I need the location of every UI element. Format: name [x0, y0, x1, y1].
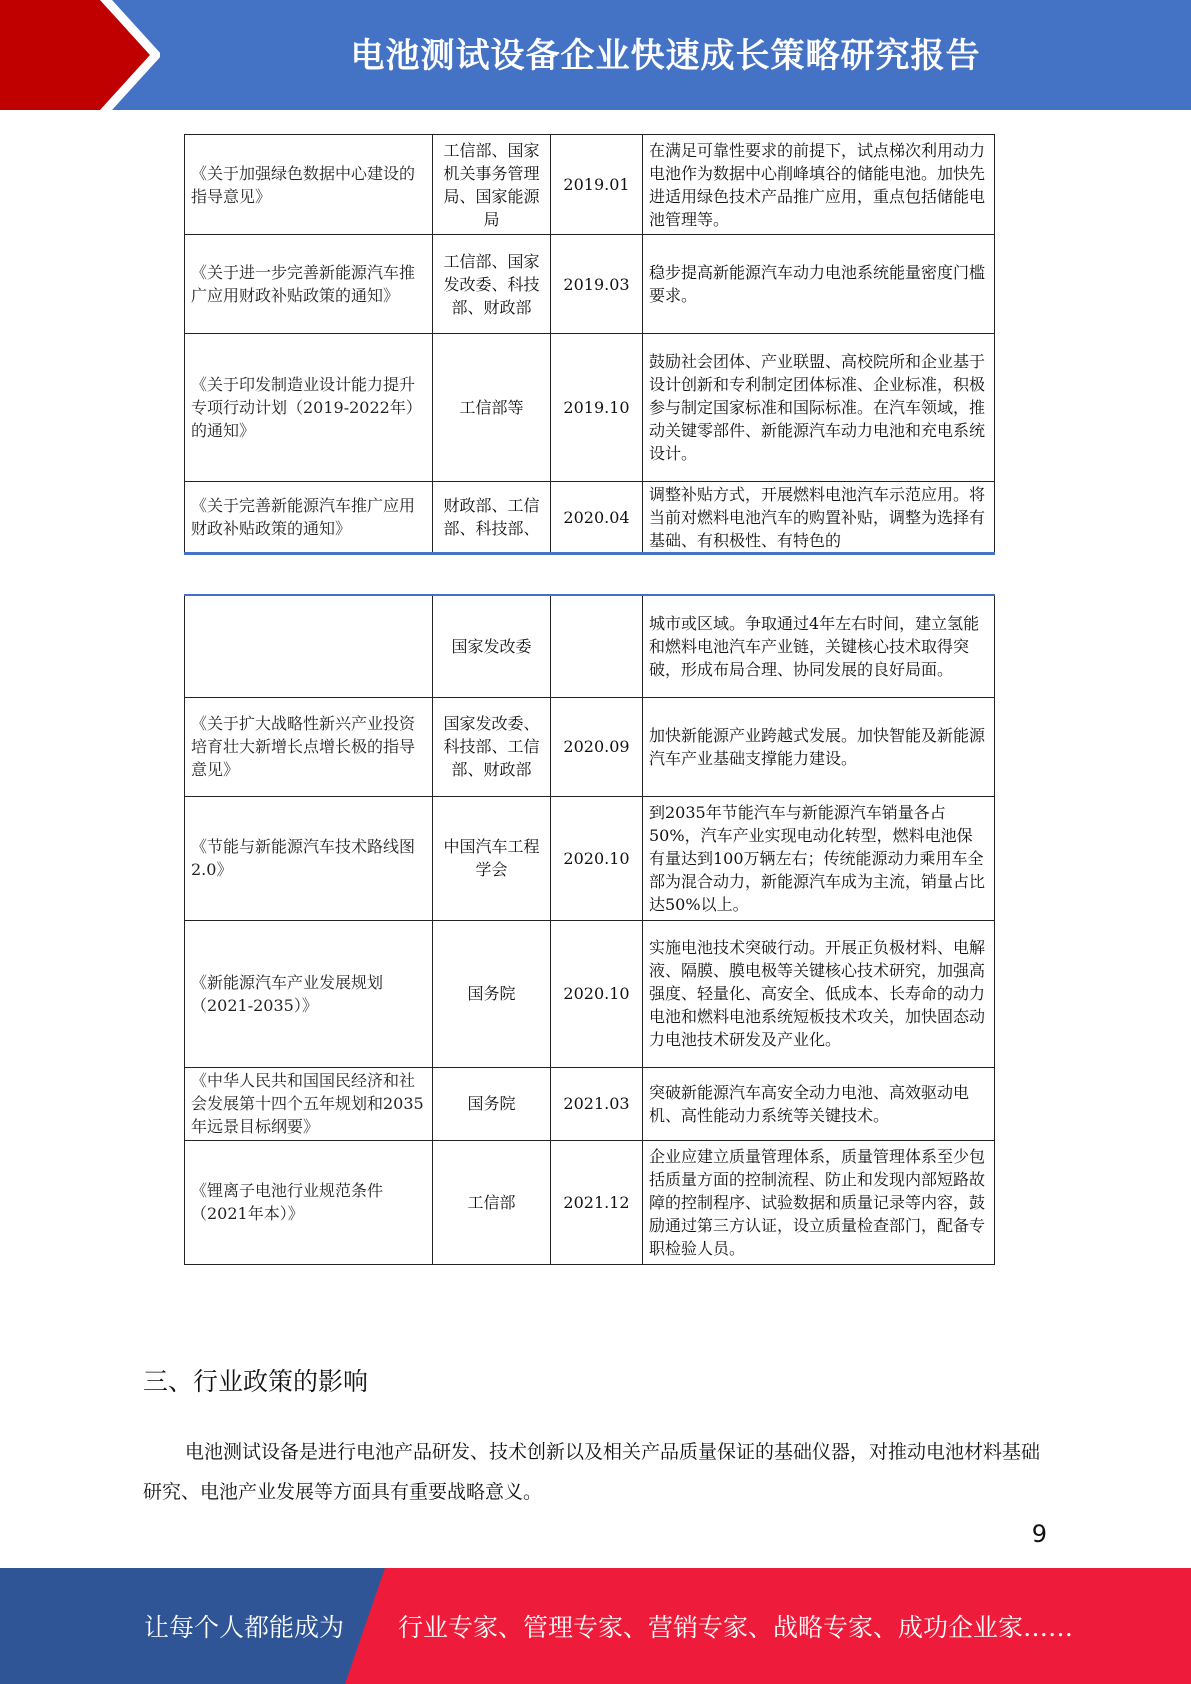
policy-name: [185, 595, 433, 697]
policy-dept: 国家发改委: [433, 595, 551, 697]
policy-content: 调整补贴方式，开展燃料电池汽车示范应用。将当前对燃料电池汽车的购置补贴，调整为选择有基础、有积极性、有特色的: [643, 482, 995, 554]
page-header: [0, 0, 1191, 110]
policy-content: 实施电池技术突破行动。开展正负极材料、电解液、隔膜、膜电极等关键核心技术研究，加强高强度、轻量化、高安全、低成本、长寿命的动力电池和燃料电池系统短板技术攻关，加快固态动力电池技术研发及产业化。: [643, 920, 995, 1067]
policy-date: 2021.03: [551, 1067, 643, 1140]
page-footer: [0, 1568, 1191, 1684]
footer-slogan-right: 行业专家、管理专家、营销专家、战略专家、成功企业家……: [398, 1613, 1074, 1642]
policy-name: 《关于扩大战略性新兴产业投资培育壮大新增长点增长极的指导意见》: [185, 697, 433, 796]
report-title: 电池测试设备企业快速成长策略研究报告: [350, 36, 981, 76]
policy-date: 2019.10: [551, 334, 643, 482]
policy-content: 加快新能源产业跨越式发展。加快智能及新能源汽车产业基础支撑能力建设。: [643, 697, 995, 796]
policy-dept: 工信部、国家机关事务管理局、国家能源局: [433, 135, 551, 235]
policy-date: 2020.04: [551, 482, 643, 554]
policy-content: 鼓励社会团体、产业联盟、高校院所和企业基于设计创新和专利制定团体标准、企业标准，积极参与制定国家标准和国际标准。在汽车领域，推动关键零部件、新能源汽车动力电池和充电系统设计。: [643, 334, 995, 482]
policy-name: 《中华人民共和国国民经济和社会发展第十四个五年规划和2035年远景目标纲要》: [185, 1067, 433, 1140]
policy-dept: 工信部等: [433, 334, 551, 482]
header-red-chevron: [0, 0, 150, 110]
policy-date: 2020.09: [551, 697, 643, 796]
body-paragraph: 电池测试设备是进行电池产品研发、技术创新以及相关产品质量保证的基础仪器，对推动电池材料基础研究、电池产业发展等方面具有重要战略意义。: [143, 1441, 1041, 1503]
policy-name: 《关于完善新能源汽车推广应用财政补贴政策的通知》: [185, 482, 433, 554]
policy-dept: 财政部、工信部、科技部、: [433, 482, 551, 554]
policy-name: 《关于进一步完善新能源汽车推广应用财政补贴政策的通知》: [185, 235, 433, 334]
policy-content: 突破新能源汽车高安全动力电池、高效驱动电机、高性能动力系统等关键技术。: [643, 1067, 995, 1140]
policy-dept: 国务院: [433, 920, 551, 1067]
footer-slogan-left: 让每个人都能成为: [144, 1613, 345, 1642]
policy-date: 2019.01: [551, 135, 643, 235]
policy-content: 到2035年节能汽车与新能源汽车销量各占50%，汽车产业实现电动化转型，燃料电池保有量达到100万辆左右；传统能源动力乘用车全部为混合动力，新能源汽车成为主流，销量占比达50%以上。: [643, 796, 995, 920]
policy-dept: 国务院: [433, 1067, 551, 1140]
table-row: [185, 334, 995, 482]
policy-table-part2: [184, 594, 995, 1265]
policy-content: 稳步提高新能源汽车动力电池系统能量密度门槛要求。: [643, 235, 995, 334]
policy-content: 在满足可靠性要求的前提下，试点梯次利用动力电池作为数据中心削峰填谷的储能电池。加快先进适用绿色技术产品推广应用，重点包括储能电池管理等。: [643, 135, 995, 235]
page-number: 9: [1031, 1520, 1047, 1548]
policy-content: 企业应建立质量管理体系，质量管理体系至少包括质量方面的控制流程、防止和发现内部短路故障的控制程序、试验数据和质量记录等内容，鼓励通过第三方认证，设立质量检查部门，配备专职检验人员。: [643, 1140, 995, 1264]
table-row: [185, 235, 995, 334]
policy-name: 《节能与新能源汽车技术路线图2.0》: [185, 796, 433, 920]
policy-date: 2020.10: [551, 796, 643, 920]
table-row: [185, 920, 995, 1067]
table-row: [185, 697, 995, 796]
policy-name: 《关于加强绿色数据中心建设的指导意见》: [185, 135, 433, 235]
policy-name: 《锂离子电池行业规范条件（2021年本）》: [185, 1140, 433, 1264]
table-row: [185, 595, 995, 697]
policy-dept: 工信部、国家发改委、科技部、财政部: [433, 235, 551, 334]
policy-dept: 工信部: [433, 1140, 551, 1264]
policy-date: 2019.03: [551, 235, 643, 334]
table-row: [185, 135, 995, 235]
table-row: [185, 796, 995, 920]
policy-dept: 中国汽车工程学会: [433, 796, 551, 920]
policy-date: 2021.12: [551, 1140, 643, 1264]
section-heading: 三、行业政策的影响: [143, 1367, 369, 1396]
policy-name: 《新能源汽车产业发展规划（2021-2035）》: [185, 920, 433, 1067]
policy-name: 《关于印发制造业设计能力提升专项行动计划（2019-2022年）的通知》: [185, 334, 433, 482]
table-row: [185, 482, 995, 554]
policy-date: [551, 595, 643, 697]
policy-content: 城市或区域。争取通过4年左右时间，建立氢能和燃料电池汽车产业链，关键核心技术取得突破，形成布局合理、协同发展的良好局面。: [643, 595, 995, 697]
policy-table-part1: [184, 134, 995, 555]
policy-dept: 国家发改委、科技部、工信部、财政部: [433, 697, 551, 796]
table-row: [185, 1067, 995, 1140]
table-row: [185, 1140, 995, 1264]
policy-date: 2020.10: [551, 920, 643, 1067]
